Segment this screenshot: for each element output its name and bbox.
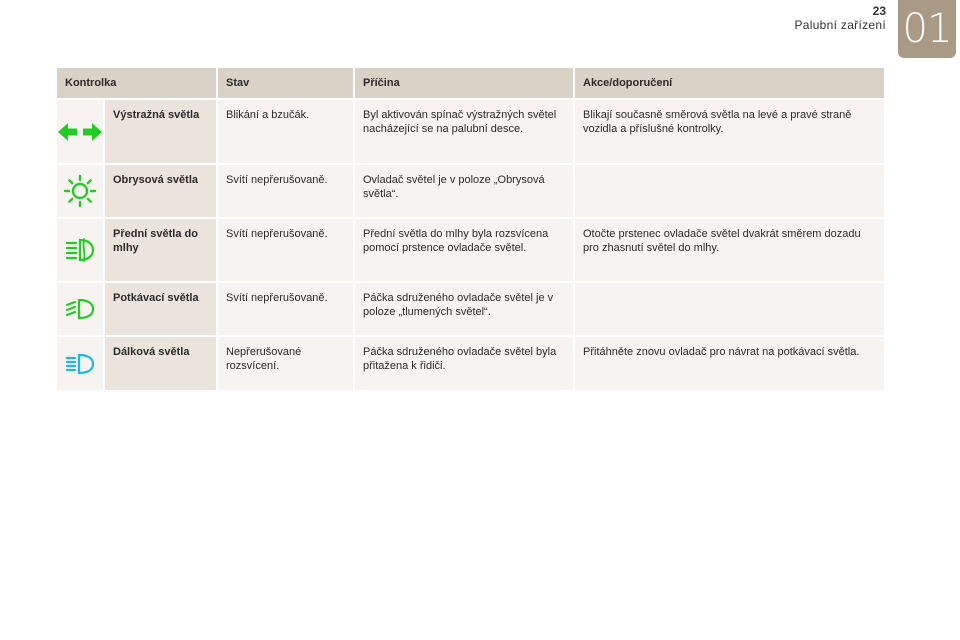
dipped-beam-icon xyxy=(64,297,96,321)
table-row xyxy=(57,99,884,164)
sidelights-icon xyxy=(63,174,97,208)
chapter-number: 01 xyxy=(902,6,952,52)
warning-lights-table xyxy=(57,68,884,390)
icon-cell xyxy=(57,218,104,282)
table-row xyxy=(57,164,884,218)
table-row xyxy=(57,218,884,282)
table-row xyxy=(57,336,884,390)
cause-cell: Byl aktivován spínač výstražných světel nacházející se na palubní desce. xyxy=(354,99,574,164)
state-cell: Svítí nepřerušovaně. xyxy=(217,282,354,336)
indicator-name: Potkávací světla xyxy=(104,282,217,336)
state-cell: Svítí nepřerušovaně. xyxy=(217,164,354,218)
indicator-name: Dálková světla xyxy=(104,336,217,390)
section-title: Palubní zařízení xyxy=(794,18,886,32)
cause-cell: Páčka sdruženého ovladače světel byla přitažena k řidiči. xyxy=(354,336,574,390)
cause-cell: Přední světla do mlhy byla rozsvícena pomocí prstence ovladače světel. xyxy=(354,218,574,282)
state-cell: Nepřerušované rozsvícení. xyxy=(217,336,354,390)
indicator-name: Přední světla do mlhy xyxy=(104,218,217,282)
indicator-name: Výstražná světla xyxy=(104,99,217,164)
action-cell xyxy=(574,164,884,218)
column-header-action: Akce/doporučení xyxy=(574,68,884,99)
column-header-cause: Příčina xyxy=(354,68,574,99)
action-cell: Otočte prstenec ovladače světel dvakrát směrem dozadu pro zhasnutí světel do mlhy. xyxy=(574,218,884,282)
chapter-tab xyxy=(898,0,956,58)
icon-cell xyxy=(57,99,104,164)
column-header-indicator: Kontrolka xyxy=(57,68,217,99)
cause-cell: Páčka sdruženého ovladače světel je v poloze „tlumených světel“. xyxy=(354,282,574,336)
state-cell: Svítí nepřerušovaně. xyxy=(217,218,354,282)
main-beam-icon xyxy=(64,352,96,376)
turn-signal-arrows-icon xyxy=(57,121,103,143)
column-header-state: Stav xyxy=(217,68,354,99)
icon-cell xyxy=(57,282,104,336)
indicator-name: Obrysová světla xyxy=(104,164,217,218)
action-cell xyxy=(574,282,884,336)
table-header-row xyxy=(57,68,884,99)
action-cell: Blikají současně směrová světla na levé a pravé straně vozidla a příslušné kontrolky. xyxy=(574,99,884,164)
state-cell: Blikání a bzučák. xyxy=(217,99,354,164)
icon-cell xyxy=(57,336,104,390)
cause-cell: Ovladač světel je v poloze „Obrysová světla“. xyxy=(354,164,574,218)
icon-cell xyxy=(57,164,104,218)
table-row xyxy=(57,282,884,336)
action-cell: Přitáhněte znovu ovladač pro návrat na potkávací světla. xyxy=(574,336,884,390)
front-fog-lights-icon xyxy=(65,237,95,263)
page-number: 23 xyxy=(872,4,886,18)
